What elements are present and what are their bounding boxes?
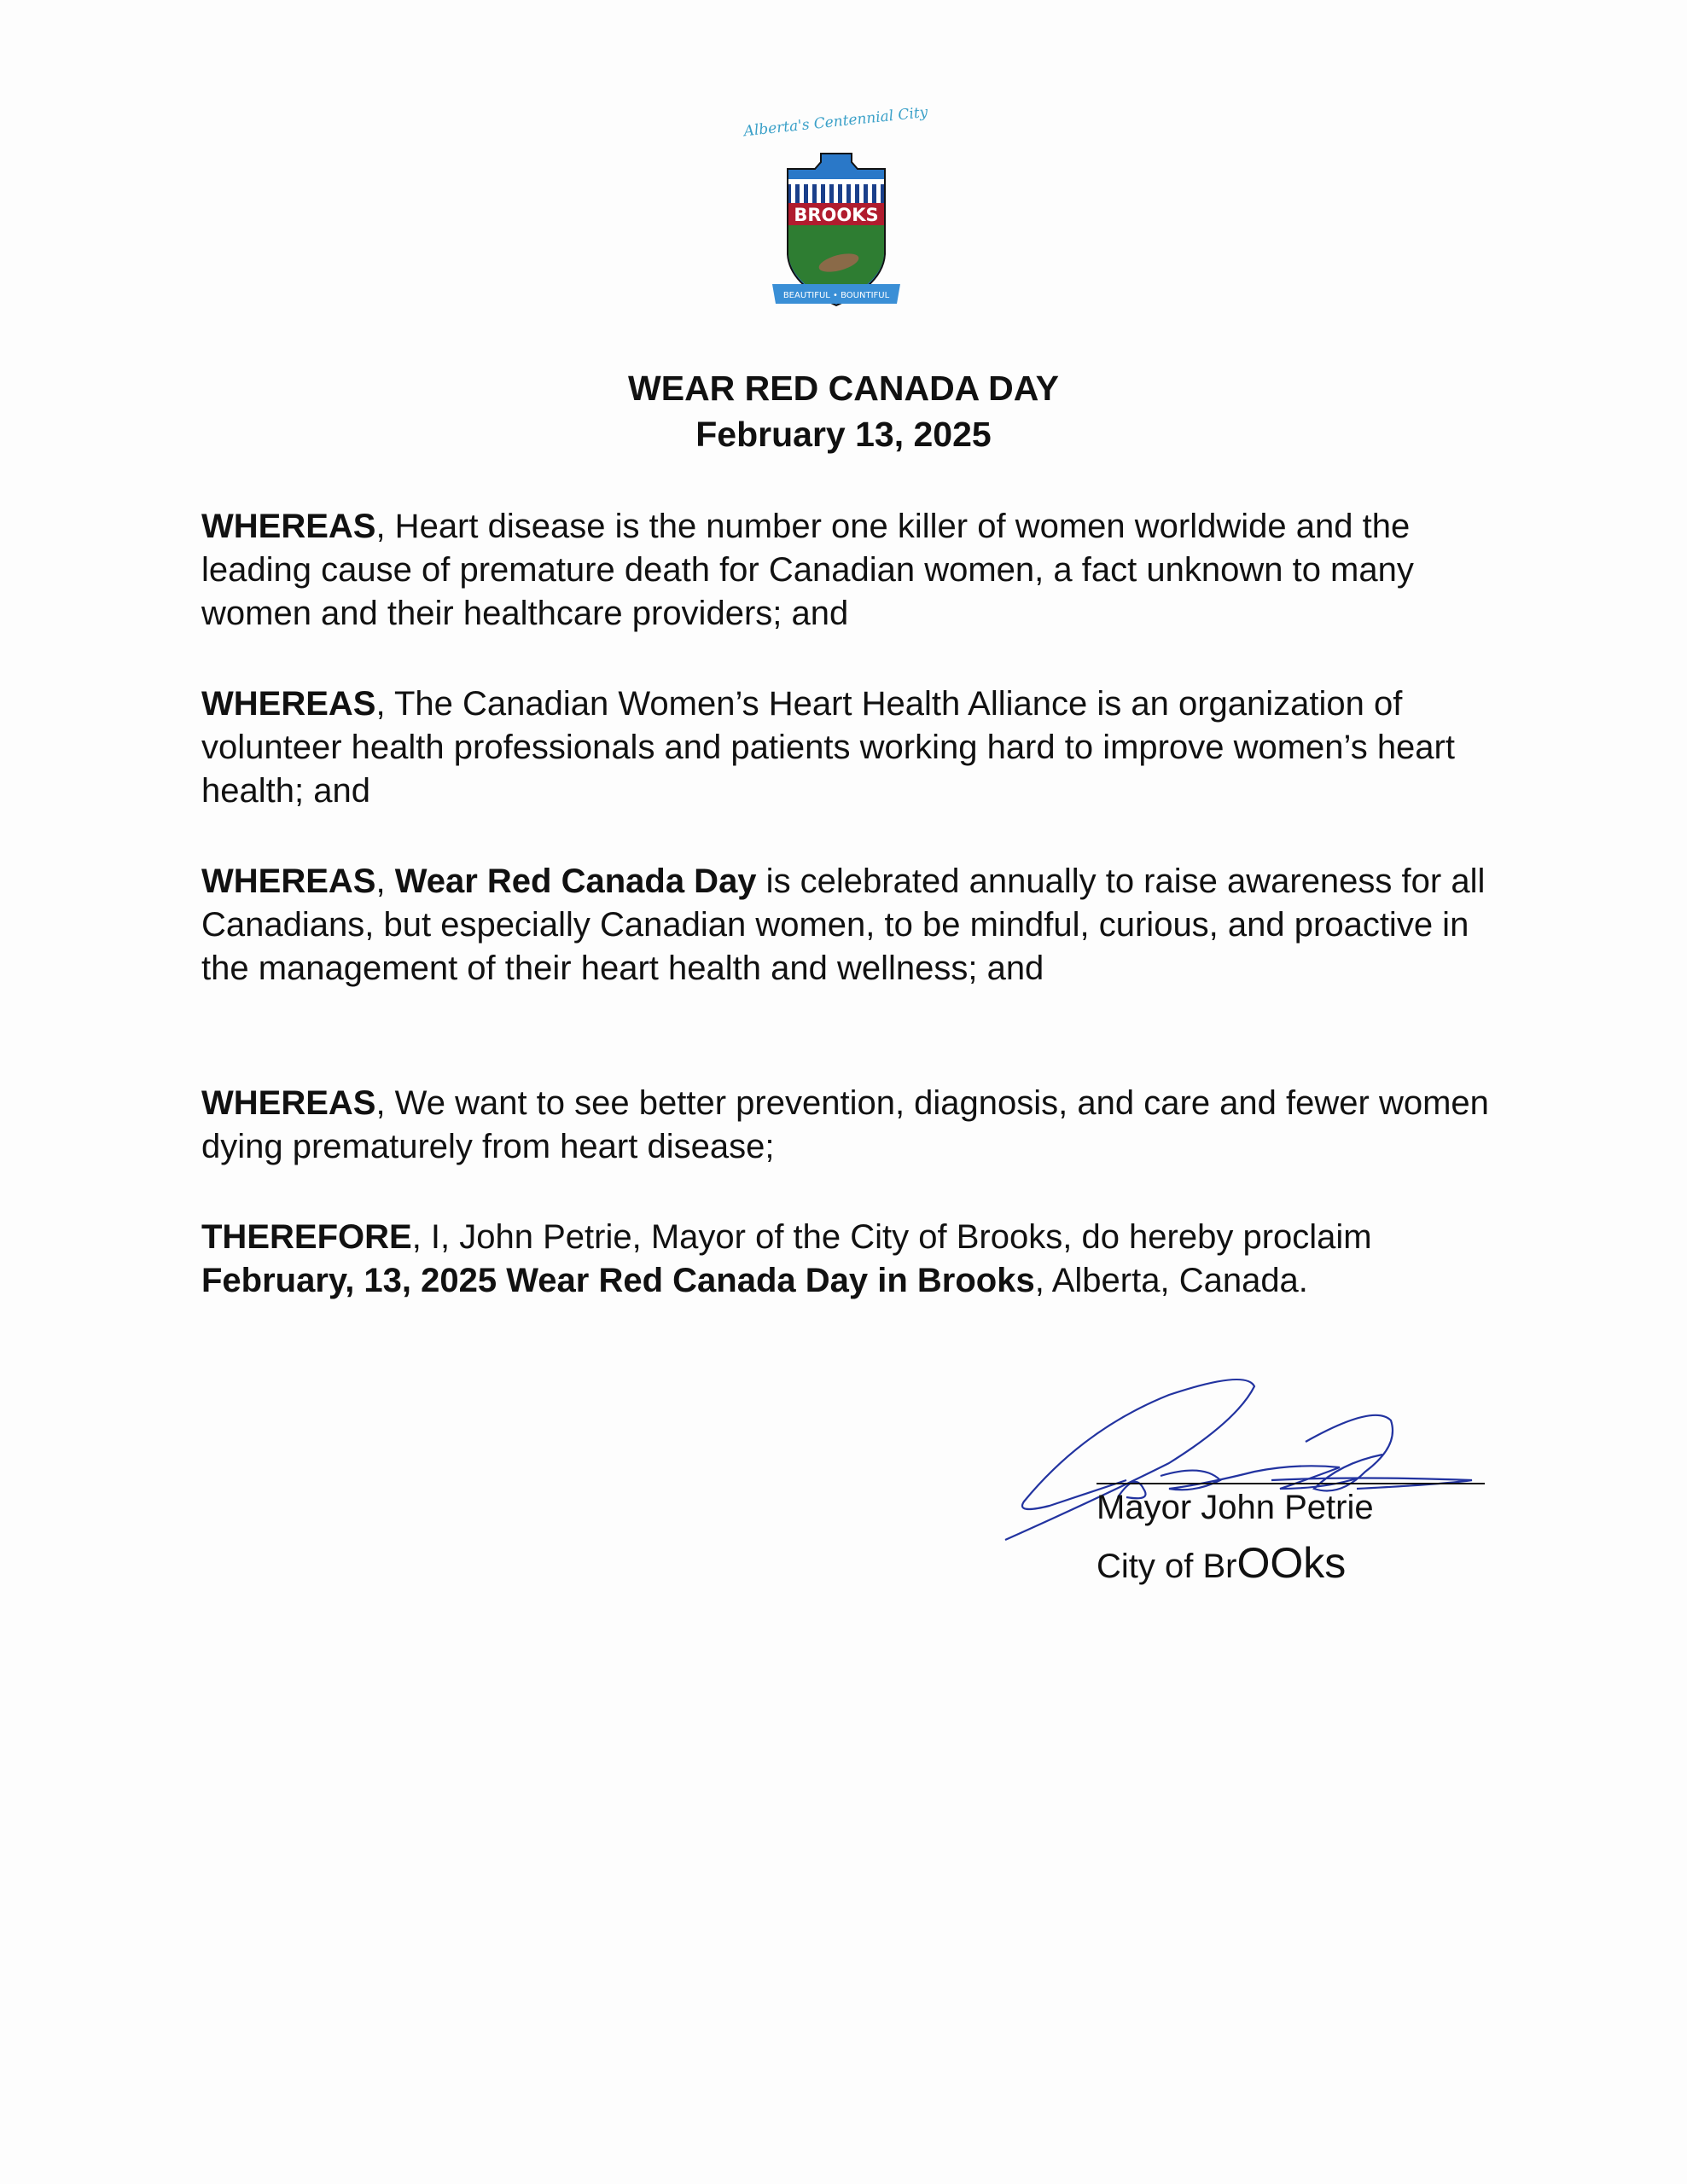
paragraph-text: , Heart disease is the number one killer of women worldwide and the leading cause of premature death for Canadian women, a fact unknown to many women and their healthcare providers; and [201, 508, 1414, 632]
paragraph-lead: WHEREAS [201, 685, 376, 723]
signature-line [1097, 1483, 1485, 1484]
paragraph-lead: WHEREAS [201, 1084, 376, 1122]
city-prefix: City of Br [1097, 1548, 1237, 1585]
paragraph-text: , The Canadian Women’s Heart Health Alliance is an organization of volunteer health professionals and patients working hard to improve women’s heart health; and [201, 685, 1455, 810]
proclamation-title: WEAR RED CANADA DAY [628, 369, 1059, 408]
signatory-city [1097, 1538, 1346, 1588]
city-suffix: OOks [1236, 1539, 1347, 1587]
paragraph-emphasis: February, 13, 2025 Wear Red Canada Day in Brooks [201, 1262, 1035, 1299]
paragraph-text: , We want to see better prevention, diagnosis, and care and fewer women dying prematurely from heart disease; [201, 1084, 1489, 1165]
mayor-signature [998, 1361, 1493, 1565]
whereas-paragraph-3 [201, 860, 1507, 990]
logo-motto: Alberta's Centennial City [742, 103, 929, 141]
paragraph-lead: WHEREAS [201, 863, 376, 900]
paragraph-emphasis: Wear Red Canada Day [394, 863, 757, 900]
signatory-name: Mayor John Petrie [1097, 1489, 1374, 1526]
proclamation-date: February 13, 2025 [695, 415, 992, 454]
paragraph-pre: , I, John Petrie, Mayor of the City of Brooks, do hereby proclaim [411, 1218, 1372, 1256]
paragraph-text: , Alberta, Canada. [1034, 1262, 1308, 1299]
whereas-paragraph-4 [201, 1082, 1507, 1169]
logo-name: BROOKS [794, 205, 879, 225]
city-of-brooks-logo [738, 101, 934, 314]
logo-arch-pillars [788, 179, 884, 203]
paragraph-lead: WHEREAS [201, 508, 376, 545]
whereas-paragraph-1 [201, 505, 1507, 636]
paragraph-text: is celebrated annually to raise awareness for all Canadians, but especially Canadian women, to be mindful, curious, and proactive in the management of their heart health and wellness; and [201, 863, 1486, 987]
logo-banner-text: BEAUTIFUL • BOUNTIFUL [782, 291, 890, 300]
therefore-paragraph [201, 1216, 1507, 1303]
paragraph-pre: , [375, 863, 395, 900]
whereas-paragraph-2 [201, 682, 1507, 813]
paragraph-lead: THEREFORE [201, 1218, 412, 1256]
